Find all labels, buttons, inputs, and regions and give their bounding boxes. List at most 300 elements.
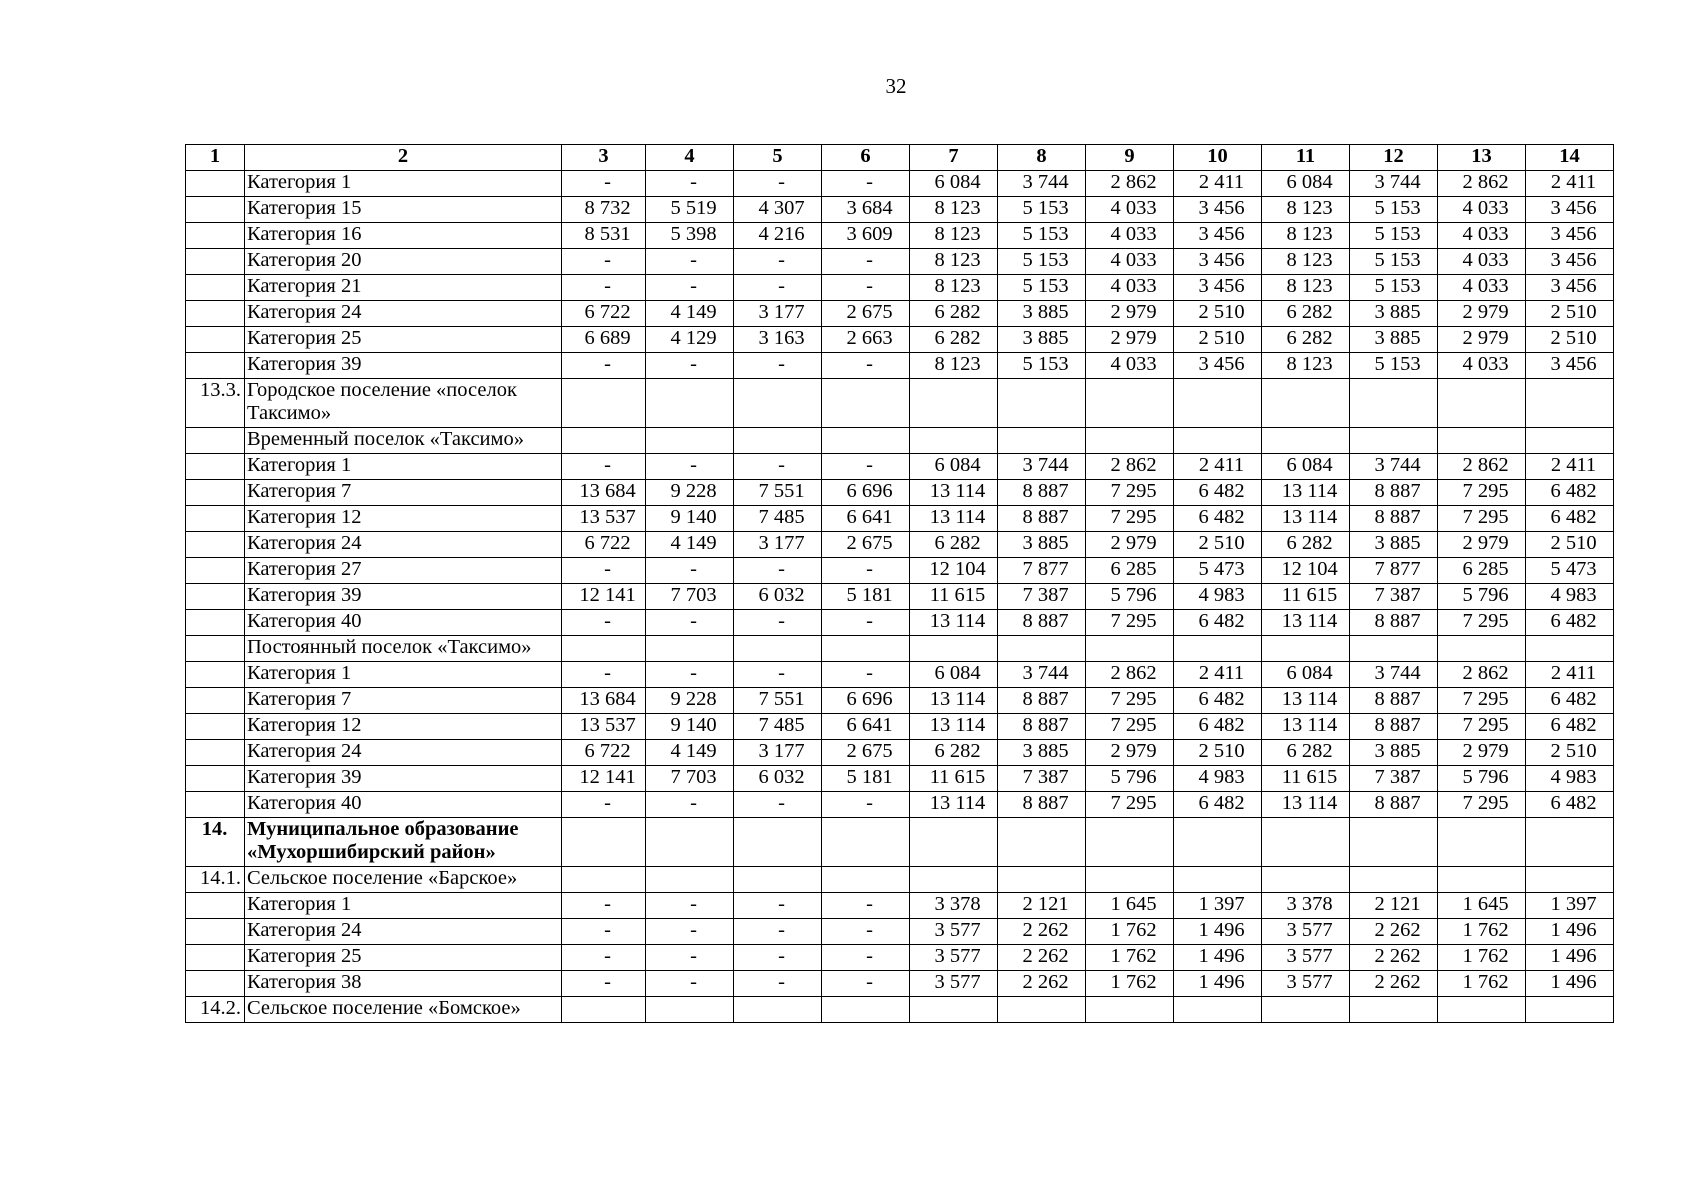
table-cell: 2 675 [822,301,910,327]
row-index [186,327,245,353]
table-cell: 9 140 [646,714,734,740]
table-cell: - [734,558,822,584]
row-name: Категория 21 [245,275,562,301]
table-cell [646,997,734,1023]
row-index [186,506,245,532]
table-cell: 4 033 [1438,353,1526,379]
table-cell: 11 615 [910,584,998,610]
table-cell: 6 084 [910,662,998,688]
column-header: 13 [1438,145,1526,171]
table-cell: 5 796 [1086,766,1174,792]
row-name: Категория 15 [245,197,562,223]
table-cell [646,818,734,867]
table-cell: 8 123 [1262,275,1350,301]
table-row [186,867,1614,893]
table-cell: - [822,249,910,275]
table-cell: 4 983 [1174,766,1262,792]
table-cell: 3 885 [998,532,1086,558]
table-cell: 8 887 [998,480,1086,506]
table-cell: 6 084 [1262,662,1350,688]
table-cell: 3 885 [1350,532,1438,558]
table-cell: - [822,971,910,997]
table-cell: 3 456 [1174,275,1262,301]
table-cell: 9 228 [646,688,734,714]
row-index [186,893,245,919]
table-cell: - [562,171,646,197]
table-cell: - [734,662,822,688]
table-cell: 1 762 [1086,945,1174,971]
table-cell [1086,818,1174,867]
table-cell [822,997,910,1023]
table-cell: - [822,171,910,197]
table-cell [1262,379,1350,428]
table-cell: 7 703 [646,766,734,792]
row-name: Городское поселение «поселок Таксимо» [245,379,562,428]
table-row [186,610,1614,636]
row-name: Категория 24 [245,532,562,558]
table-cell: - [734,610,822,636]
table-cell: - [734,971,822,997]
row-name: Категория 39 [245,766,562,792]
table-cell: 3 163 [734,327,822,353]
table-cell: - [562,454,646,480]
table-cell: 6 482 [1174,714,1262,740]
table-cell: 4 033 [1438,197,1526,223]
table-cell: 1 397 [1526,893,1614,919]
table-cell [1438,636,1526,662]
row-index [186,532,245,558]
table-cell: 2 862 [1086,171,1174,197]
table-cell: 3 885 [998,327,1086,353]
row-name: Временный поселок «Таксимо» [245,428,562,454]
row-index [186,353,245,379]
table-row [186,428,1614,454]
table-cell: - [646,353,734,379]
table-cell: 4 033 [1086,249,1174,275]
table-cell: - [646,249,734,275]
table-cell: - [646,454,734,480]
table-cell: 1 762 [1438,919,1526,945]
row-name: Категория 1 [245,893,562,919]
table-cell: 7 295 [1086,506,1174,532]
table-cell: 3 378 [910,893,998,919]
row-index [186,584,245,610]
table-cell: 6 084 [1262,171,1350,197]
table-cell: 7 877 [1350,558,1438,584]
table-cell: 7 551 [734,480,822,506]
table-cell: 12 141 [562,584,646,610]
table-cell [646,428,734,454]
table-cell: 2 411 [1174,454,1262,480]
table-row [186,275,1614,301]
table-cell: 3 577 [910,945,998,971]
table-cell: 1 762 [1438,971,1526,997]
row-name: Категория 39 [245,584,562,610]
table-cell: - [562,971,646,997]
table-cell: 3 885 [998,740,1086,766]
table-cell: 3 609 [822,223,910,249]
table-cell: 2 262 [998,919,1086,945]
table-cell: 3 456 [1174,223,1262,249]
table-body [186,171,1614,1023]
table-cell: 4 033 [1438,275,1526,301]
table-cell [646,636,734,662]
table-cell: 2 979 [1438,740,1526,766]
table-cell [822,379,910,428]
table-cell: 7 387 [1350,584,1438,610]
table-cell: 3 885 [1350,740,1438,766]
table-cell: 2 862 [1438,171,1526,197]
table-cell: 1 496 [1526,945,1614,971]
table-cell: 6 282 [910,301,998,327]
table-cell [646,379,734,428]
table-cell: 1 496 [1174,945,1262,971]
table-row [186,688,1614,714]
table-cell: - [734,171,822,197]
table-cell: - [646,558,734,584]
table-cell: 4 149 [646,532,734,558]
row-index [186,636,245,662]
row-name: Категория 7 [245,688,562,714]
table-cell [910,997,998,1023]
table-cell: 2 979 [1086,532,1174,558]
table-cell: 8 531 [562,223,646,249]
table-cell: 1 496 [1526,919,1614,945]
table-cell [1086,379,1174,428]
table-cell: 1 496 [1174,971,1262,997]
table-cell: - [822,610,910,636]
table-cell: 3 577 [1262,919,1350,945]
table-cell: 6 482 [1526,688,1614,714]
table-cell: 2 262 [998,971,1086,997]
table-cell: 1 645 [1438,893,1526,919]
table-cell: 6 482 [1174,610,1262,636]
table-cell: 5 519 [646,197,734,223]
table-cell [1262,997,1350,1023]
table-cell: 7 387 [998,766,1086,792]
table-cell: - [646,662,734,688]
row-index [186,714,245,740]
table-cell: 8 887 [998,506,1086,532]
table-cell: 3 744 [1350,662,1438,688]
table-cell: 8 123 [910,275,998,301]
table-cell: 6 285 [1438,558,1526,584]
table-cell [562,428,646,454]
table-cell: 1 762 [1086,919,1174,945]
row-index [186,558,245,584]
table-cell: 6 282 [1262,532,1350,558]
column-header: 14 [1526,145,1614,171]
table-cell: - [562,662,646,688]
table-cell: 3 744 [1350,171,1438,197]
table-cell: 6 032 [734,584,822,610]
table-cell: 5 153 [1350,275,1438,301]
table-cell: 5 796 [1438,584,1526,610]
table-cell: - [646,275,734,301]
table-cell [1262,428,1350,454]
table-row [186,197,1614,223]
table-cell: 3 577 [910,919,998,945]
table-cell: - [646,610,734,636]
table-cell: - [646,971,734,997]
table-cell [1262,636,1350,662]
row-index [186,740,245,766]
table-cell: 2 510 [1526,740,1614,766]
table-cell: 6 084 [910,171,998,197]
column-header: 9 [1086,145,1174,171]
table-cell: 2 510 [1526,532,1614,558]
table-cell: 4 033 [1086,197,1174,223]
row-index [186,662,245,688]
table-row [186,919,1614,945]
table-cell: - [646,919,734,945]
row-index [186,945,245,971]
table-cell: 3 744 [998,454,1086,480]
table-cell: 13 114 [1262,506,1350,532]
table-cell: 5 796 [1438,766,1526,792]
table-row [186,740,1614,766]
table-cell [1086,997,1174,1023]
row-index [186,223,245,249]
table-cell: - [562,275,646,301]
table-cell: 2 979 [1438,301,1526,327]
table-cell [734,997,822,1023]
column-header: 1 [186,145,245,171]
table-cell: - [822,919,910,945]
table-cell [1086,636,1174,662]
tariff-table [185,144,1614,1023]
table-cell: - [822,945,910,971]
table-row [186,971,1614,997]
row-index [186,171,245,197]
table-cell: 4 983 [1526,584,1614,610]
table-cell: 5 181 [822,584,910,610]
table-cell [1086,428,1174,454]
row-name: Категория 20 [245,249,562,275]
table-cell: 1 645 [1086,893,1174,919]
table-cell: 2 262 [1350,919,1438,945]
table-cell: 2 262 [998,945,1086,971]
table-cell [734,428,822,454]
table-cell: 2 862 [1086,454,1174,480]
table-row [186,532,1614,558]
table-cell: 6 285 [1086,558,1174,584]
table-cell: 6 282 [910,327,998,353]
row-name: Категория 39 [245,353,562,379]
table-cell [1526,636,1614,662]
row-name: Постоянный поселок «Таксимо» [245,636,562,662]
table-cell: 9 228 [646,480,734,506]
table-cell: 4 307 [734,197,822,223]
table-cell [734,818,822,867]
table-cell: 13 114 [910,688,998,714]
table-cell: 13 114 [1262,792,1350,818]
table-cell: 8 123 [1262,223,1350,249]
table-row [186,379,1614,428]
row-index: 14. [186,818,245,867]
table-cell: 11 615 [910,766,998,792]
table-cell: 6 482 [1174,506,1262,532]
table-cell: 2 121 [1350,893,1438,919]
column-header: 5 [734,145,822,171]
table-row [186,792,1614,818]
table-cell: 7 295 [1438,610,1526,636]
row-index [186,301,245,327]
table-cell [1174,379,1262,428]
column-header: 11 [1262,145,1350,171]
row-name: Категория 24 [245,740,562,766]
table-cell [910,379,998,428]
row-name: Категория 7 [245,480,562,506]
table-cell: 7 295 [1438,506,1526,532]
table-cell: 1 762 [1086,971,1174,997]
row-index [186,275,245,301]
table-cell: 2 510 [1174,740,1262,766]
table-cell: 4 149 [646,301,734,327]
table-cell: - [734,893,822,919]
table-cell [1350,867,1438,893]
table-cell: 13 537 [562,506,646,532]
table-cell: 3 684 [822,197,910,223]
row-name: Муниципальное образование «Мухоршибирский район» [245,818,562,867]
table-cell: 8 887 [998,792,1086,818]
table-cell: 6 722 [562,532,646,558]
table-cell: 2 411 [1526,662,1614,688]
table-cell [734,379,822,428]
table-cell: 6 282 [1262,301,1350,327]
row-name: Категория 16 [245,223,562,249]
table-cell: 3 885 [998,301,1086,327]
table-cell: 2 862 [1438,454,1526,480]
table-cell: 13 114 [910,610,998,636]
table-cell: 13 684 [562,688,646,714]
table-cell: 8 887 [1350,506,1438,532]
table-cell: 7 551 [734,688,822,714]
table-cell: 4 983 [1526,766,1614,792]
table-cell: 2 411 [1526,454,1614,480]
table-cell [998,428,1086,454]
table-row [186,945,1614,971]
table-cell: 8 123 [910,353,998,379]
table-cell: - [646,792,734,818]
table-cell: 4 033 [1086,353,1174,379]
table-cell: 2 862 [1086,662,1174,688]
table-cell: 11 615 [1262,766,1350,792]
table-cell [822,636,910,662]
table-cell: 11 615 [1262,584,1350,610]
column-header: 10 [1174,145,1262,171]
table-cell: 3 378 [1262,893,1350,919]
table-cell: 4 149 [646,740,734,766]
table-cell: 13 114 [1262,714,1350,740]
table-cell: 2 862 [1438,662,1526,688]
table-cell [562,636,646,662]
table-cell [1526,867,1614,893]
table-cell: 2 979 [1438,327,1526,353]
table-cell [1350,379,1438,428]
table-cell: 8 123 [1262,249,1350,275]
column-header: 12 [1350,145,1438,171]
row-index [186,792,245,818]
row-index [186,454,245,480]
table-cell: 6 722 [562,301,646,327]
row-name: Категория 40 [245,792,562,818]
table-header-row [186,145,1614,171]
row-name: Категория 12 [245,714,562,740]
table-cell: 8 887 [998,714,1086,740]
table-cell: 7 295 [1438,480,1526,506]
table-cell: 6 282 [1262,740,1350,766]
table-cell [998,379,1086,428]
row-index [186,610,245,636]
table-cell: - [822,353,910,379]
table-cell [1262,818,1350,867]
table-cell: 3 456 [1526,197,1614,223]
table-cell: 4 033 [1438,249,1526,275]
table-cell: - [562,610,646,636]
table-cell: 6 282 [910,532,998,558]
table-cell [998,636,1086,662]
table-cell: - [562,249,646,275]
table-cell: - [562,893,646,919]
table-row [186,301,1614,327]
table-cell: 1 496 [1174,919,1262,945]
row-index: 14.2. [186,997,245,1023]
table-cell: 13 114 [1262,480,1350,506]
table-cell [1174,636,1262,662]
table-cell [822,428,910,454]
table-cell: 3 177 [734,301,822,327]
table-cell: 8 887 [1350,688,1438,714]
table-cell [998,997,1086,1023]
table-cell [734,867,822,893]
table-cell: 4 983 [1174,584,1262,610]
table-cell: 1 397 [1174,893,1262,919]
table-row [186,558,1614,584]
table-cell: - [562,558,646,584]
table-cell: 7 295 [1086,714,1174,740]
table-cell: 8 887 [1350,610,1438,636]
table-cell: 6 282 [1262,327,1350,353]
table-cell: 8 123 [1262,197,1350,223]
table-cell [1350,997,1438,1023]
table-row [186,818,1614,867]
table-cell: 8 123 [910,249,998,275]
table-cell: - [734,945,822,971]
table-cell: 2 675 [822,740,910,766]
table-row [186,223,1614,249]
table-cell: 3 577 [910,971,998,997]
row-name: Категория 1 [245,171,562,197]
table-cell [734,636,822,662]
table-cell: 6 084 [1262,454,1350,480]
row-name: Категория 24 [245,919,562,945]
table-cell: 5 153 [1350,249,1438,275]
table-cell: 4 216 [734,223,822,249]
table-cell: 8 887 [1350,480,1438,506]
row-name: Категория 27 [245,558,562,584]
table-cell: 7 295 [1086,688,1174,714]
table-cell: 7 387 [998,584,1086,610]
table-cell: 2 262 [1350,945,1438,971]
table-cell: 5 153 [998,197,1086,223]
table-cell: 3 456 [1174,249,1262,275]
table-cell: 3 744 [1350,454,1438,480]
table-cell: - [822,893,910,919]
table-cell: 6 696 [822,480,910,506]
table-cell: 6 689 [562,327,646,353]
table-cell: - [822,792,910,818]
